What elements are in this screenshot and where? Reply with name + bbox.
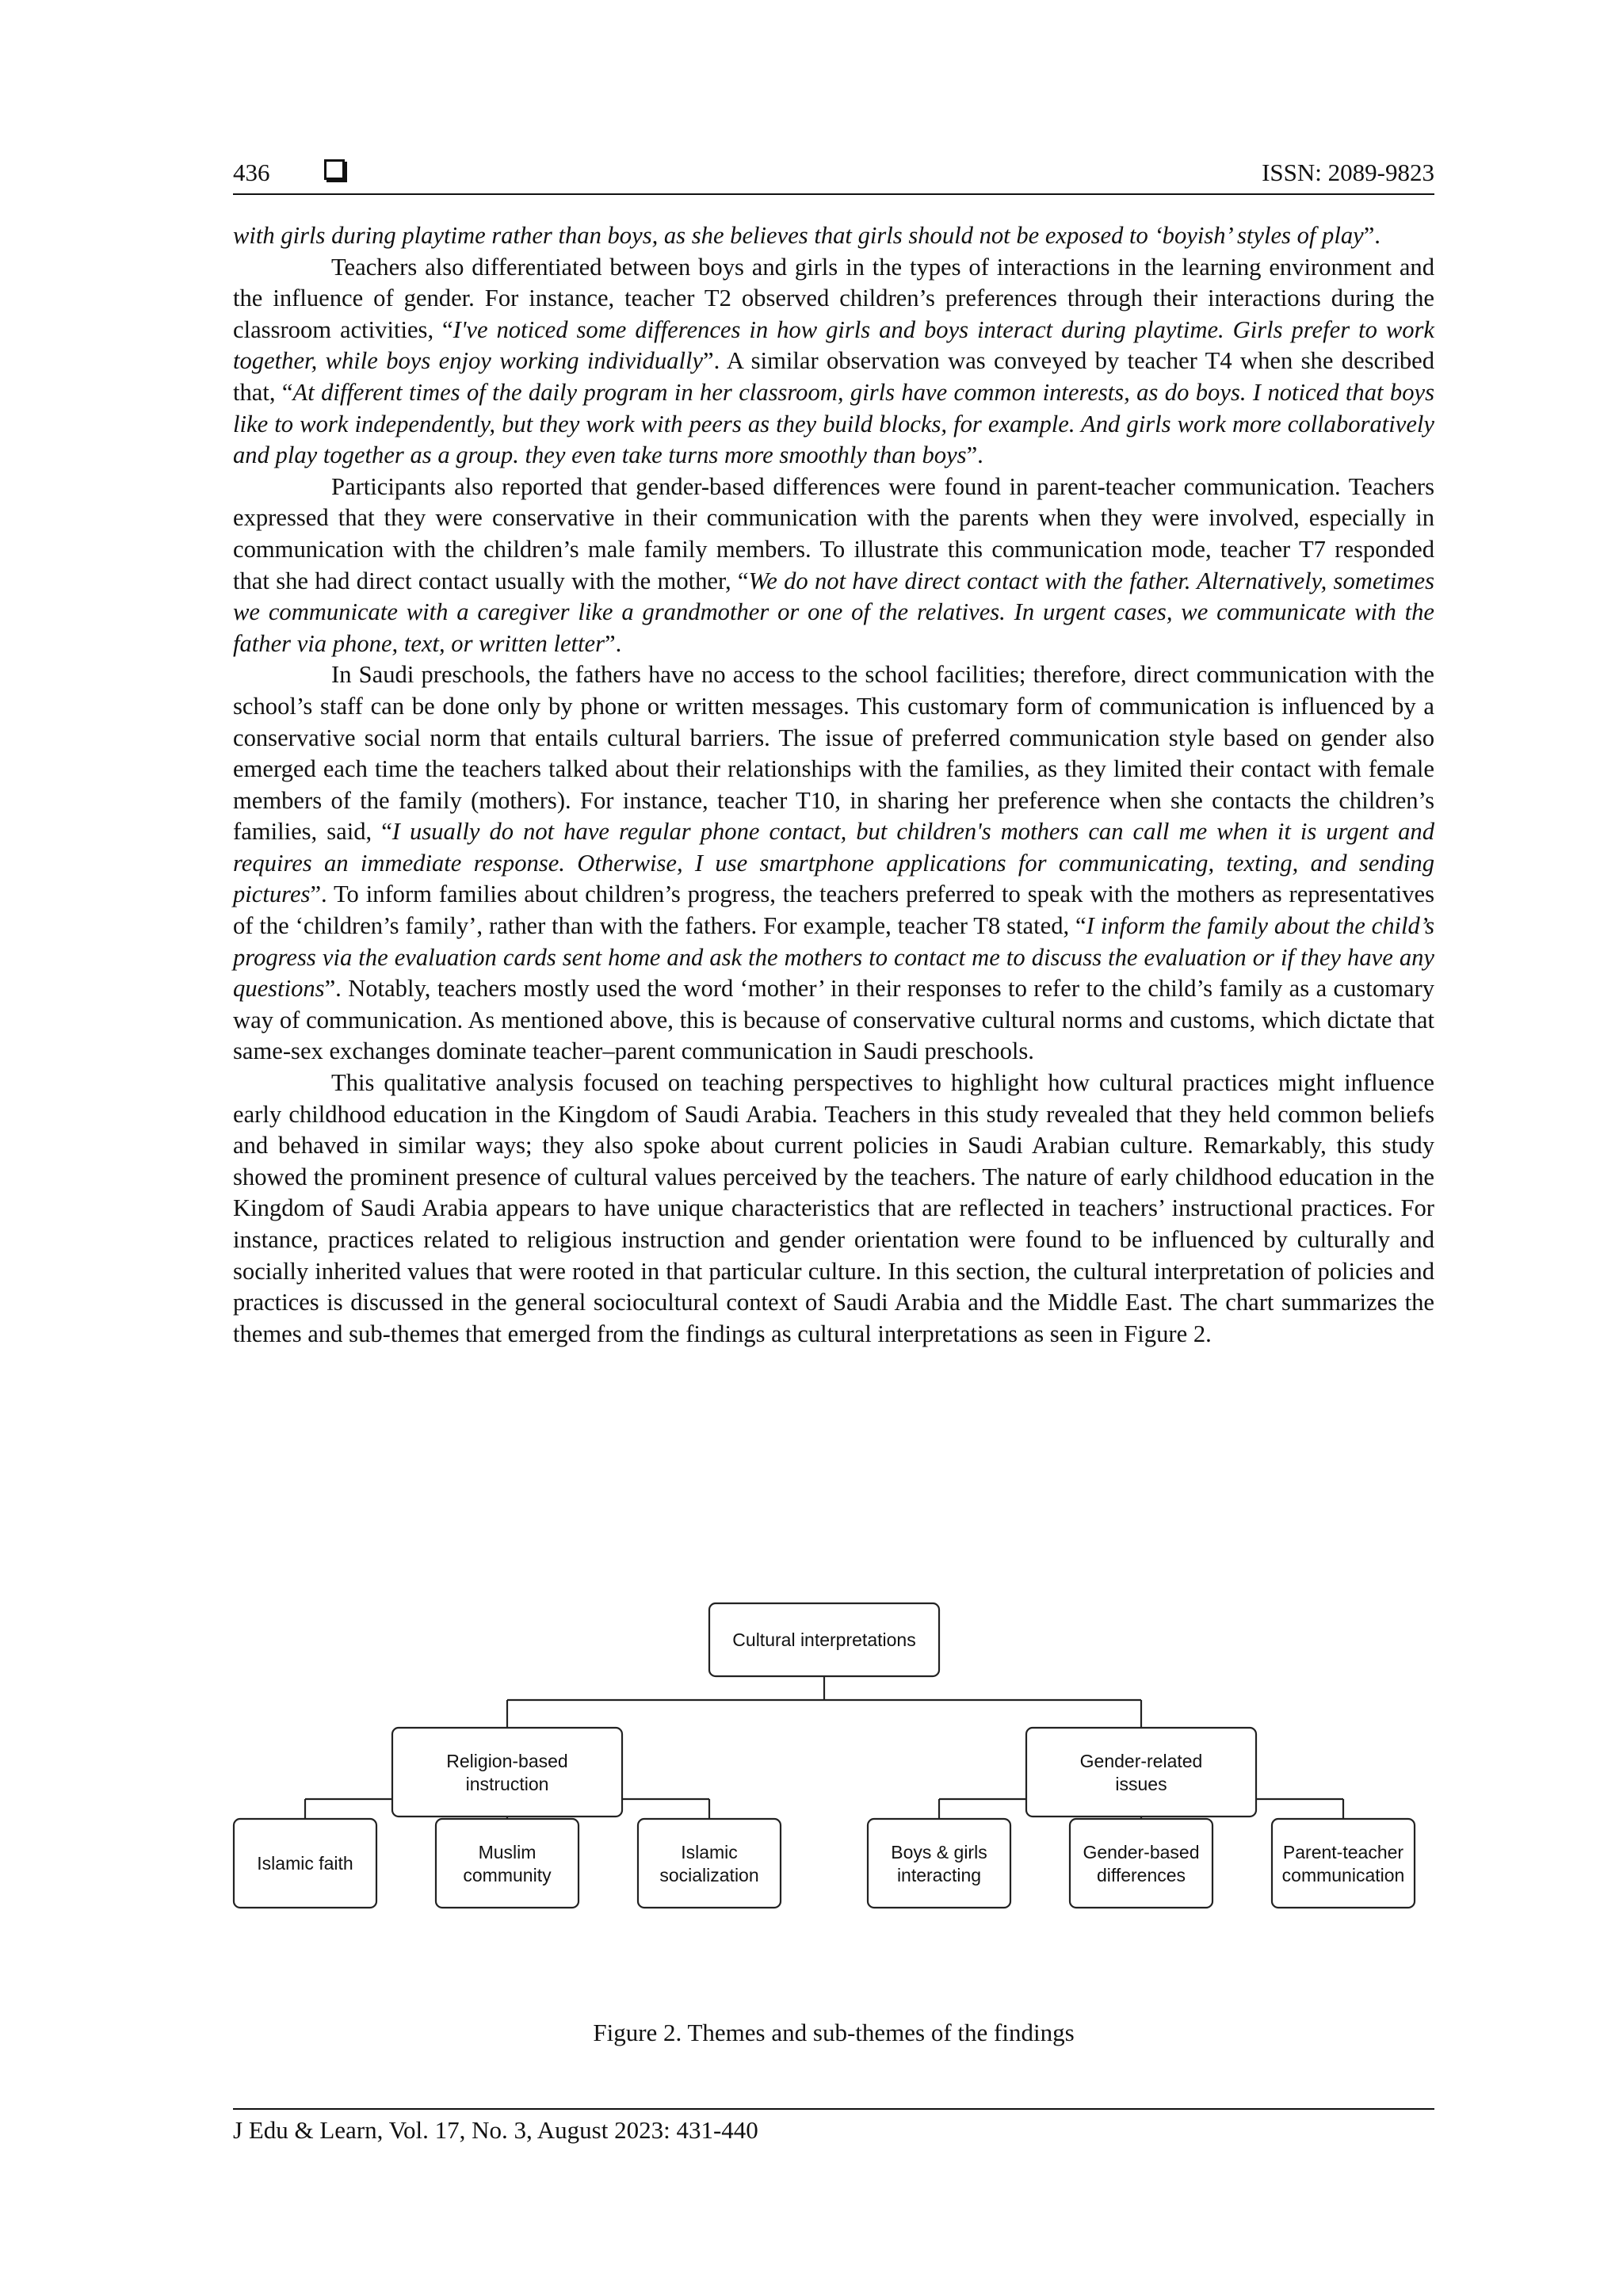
subtheme-muslim-community-line1: Muslim <box>478 1842 537 1862</box>
subtheme-islamic-faith-label: Islamic faith <box>257 1853 353 1874</box>
text-run: Participants also reported that gender-based differences were found in parent-teacher communication. Teachers expressed that they were conservative in their communication with the parents when they were involved, especially in communication with the children’s male family members. To illustrate this communication mode, teacher T7 responded that she had direct contact usually with the mother, “ <box>233 472 1434 594</box>
subtheme-gender-differences-box <box>1070 1819 1212 1908</box>
theme-node-gender-line2: issues <box>1115 1774 1167 1794</box>
text-run: In Saudi preschools, the fathers have no access to the school facilities; therefore, direct communication with the school’s staff can be done only by phone or written messages. This customary form of communication is influenced by a conservative social norm that entails cultural barriers. The issue of preferred communication style based on gender also emerged each time the teachers talked about their relationships with the families, as they limited their contact with female members of the family (mothers). For instance, teacher T10, in sharing her preference when she contacts the children’s families, said, “ <box>233 661 1434 846</box>
subtheme-gender-differences-line2: differences <box>1096 1865 1186 1885</box>
root-connector <box>507 1676 1141 1728</box>
subtheme-parent-teacher-line1: Parent-teacher <box>1282 1842 1404 1862</box>
subtheme-boys-girls-box <box>868 1819 1010 1908</box>
theme-node-religion-box <box>392 1728 622 1817</box>
text-run: ”. <box>605 629 622 657</box>
text-run: ”. <box>1363 222 1381 249</box>
quote-run: At different times of the daily program in her classroom, girls have common interests, as do boys. I noticed that boys like to work independently, but they work with peers as they build blocks, for example. And girls work more collaboratively and play together as a group. they even take turns more smoothly than boys <box>233 378 1434 469</box>
checkbox-glyph-icon <box>324 159 345 180</box>
subtheme-muslim-community-line2: community <box>463 1865 552 1885</box>
subtheme-islamic-socialization-box <box>638 1819 781 1908</box>
quote-run: I usually do not have regular phone contact, but children's mothers can call me when it is urgent and requires an immediate response. Otherwise, I use smartphone applications for communicating, texting, and sending pictures <box>233 818 1434 908</box>
subtheme-muslim-community-box <box>436 1819 579 1908</box>
subtheme-parent-teacher-box <box>1272 1819 1415 1908</box>
figure-2 <box>230 1597 1442 2001</box>
figure-caption: Figure 2. Themes and sub-themes of the findings <box>593 2019 1075 2046</box>
text-run: ”. A similar observation was conveyed by teacher T4 when she described that, “ <box>233 347 1434 406</box>
quote-run: with girls during playtime rather than boys, as she believes that girls should not be exposed to ‘boyish’ styles of play <box>233 222 1364 249</box>
subtheme-gender-differences-line1: Gender-based <box>1083 1842 1200 1862</box>
body-paragraph <box>233 220 1434 252</box>
text-run: Teachers also differentiated between boys and girls in the types of interactions in the learning environment and the influence of gender. For instance, teacher T2 observed children’s preferences through their interactions during the classroom activities, “ <box>233 253 1434 343</box>
text-run: ”. Notably, teachers mostly used the word ‘mother’ in their responses to refer to the child’s family as a customary way of communication. As mentioned above, this is because of conservative cultural norms and customs, which dictate that same-sex exchanges dominate teacher–parent communication in Saudi preschools. <box>233 975 1434 1065</box>
subtheme-islamic-socialization-line2: socialization <box>659 1865 759 1885</box>
body-paragraph <box>233 659 1434 1068</box>
page-footer <box>233 2108 1434 2145</box>
theme-node-religion-line1: Religion-based <box>446 1751 568 1771</box>
theme-node-gender-box <box>1026 1728 1256 1817</box>
subtheme-islamic-socialization-line1: Islamic <box>681 1842 738 1862</box>
subtheme-boys-girls-line1: Boys & girls <box>891 1842 987 1862</box>
body-text <box>233 220 1434 1350</box>
quote-run: We do not have direct contact with the father. Alternatively, sometimes we communicate with a caregiver like a grandmother or one of the relatives. In urgent cases, we communicate with the father via phone, text, or written letter <box>233 567 1434 657</box>
root-node-label: Cultural interpretations <box>732 1629 916 1650</box>
page-number: 436 <box>233 159 270 186</box>
theme-tree-diagram <box>230 1597 1442 2001</box>
issn-label: ISSN: 2089-9823 <box>1262 159 1434 186</box>
theme-node-gender-line1: Gender-related <box>1079 1751 1203 1771</box>
body-paragraph <box>233 472 1434 660</box>
text-run: ”. <box>966 441 983 469</box>
body-paragraph <box>233 1068 1434 1350</box>
text-run: ”. To inform families about children’s progress, the teachers preferred to speak with the mothers as representatives of the ‘children’s family’, rather than with the fathers. For example, teacher T8 stated, “ <box>233 881 1434 940</box>
quote-run: I've noticed some differences in how girls and boys interact during playtime. Girls prefer to work together, while boys enjoy working individually <box>233 315 1435 375</box>
page-header <box>233 155 1434 195</box>
journal-citation: J Edu & Learn, Vol. 17, No. 3, August 2023: 431-440 <box>233 2116 758 2144</box>
theme-node-religion-line2: instruction <box>465 1774 549 1794</box>
subtheme-boys-girls-line2: interacting <box>896 1865 982 1885</box>
body-paragraph <box>233 252 1434 472</box>
quote-run: I inform the family about the child’s progress via the evaluation cards sent home and ask the mothers to contact me to discuss the evaluation or if they have any questions <box>233 912 1435 1003</box>
subtheme-parent-teacher-line2: communication <box>1281 1865 1405 1885</box>
text-run: This qualitative analysis focused on teaching perspectives to highlight how cultural practices might influence early childhood education in the Kingdom of Saudi Arabia. Teachers in this study revealed that they held common beliefs and behaved in similar ways; they also spoke about current policies in Saudi Arabian culture. Remarkably, this study showed the prominent presence of cultural values perceived by the teachers. The nature of early childhood education in the Kingdom of Saudi Arabia appears to have unique characteristics that are reflected in teachers’ instructional practices. For instance, practices related to religious instruction and gender orientation were found to be influenced by culturally and socially inherited values that were rooted in that particular culture. In this section, the cultural interpretation of policies and practices is discussed in the general sociocultural context of Saudi Arabia and the Middle East. The chart summarizes the themes and sub-themes that emerged from the findings as cultural interpretations as seen in Figure 2. <box>233 1069 1434 1347</box>
